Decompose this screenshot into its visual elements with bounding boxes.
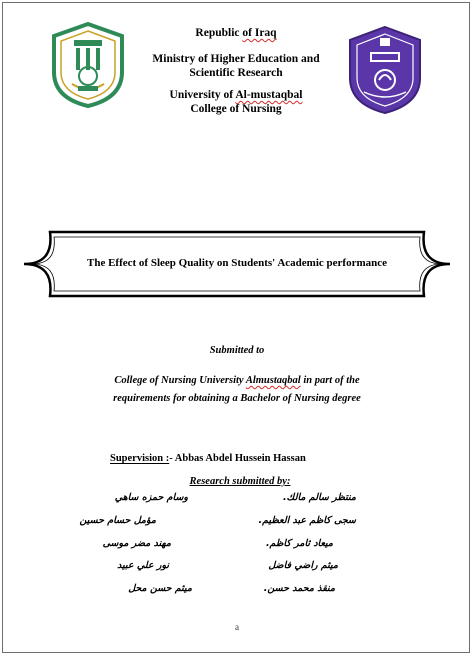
supervision-line xyxy=(110,452,370,466)
university-name: Al-mustaqbal xyxy=(235,89,303,101)
student-name: وسام حمزه ساهي xyxy=(114,492,188,503)
republic-prefix: Republic xyxy=(195,27,240,39)
student-name: منتظر سالم مالك. xyxy=(282,492,356,503)
republic-line xyxy=(120,26,352,40)
student-name: ميعاد ثامر كاظم. xyxy=(265,538,333,549)
university-name-inline: Almustaqbal xyxy=(245,375,301,386)
student-name: سجى كاظم عبد العظيم. xyxy=(258,515,356,526)
submission-line-1: College of Nursing University Almustaqbal in part of the xyxy=(114,375,360,386)
student-name: مؤمل حسام حسين xyxy=(79,515,156,526)
university-block xyxy=(120,88,352,116)
republic-suffix: of Iraq xyxy=(242,27,277,39)
submission-line-2: requirements for obtaining a Bachelor of Nursing degree xyxy=(113,393,361,404)
university-seal-icon xyxy=(48,22,128,108)
research-submitted-label: Research submitted by: xyxy=(189,476,291,487)
student-name: منقذ محمد حسن. xyxy=(263,583,335,594)
supervisor-name: - Abbas Abdel Hussein Hassan xyxy=(169,453,306,464)
supervision-label: Supervision : xyxy=(110,453,170,464)
student-name: نور علي عبيد xyxy=(117,560,169,571)
submission-text xyxy=(40,372,434,408)
ministry-line-1: Ministry of Higher Education and xyxy=(152,53,320,65)
student-name: ميثم حسن محل xyxy=(128,583,192,594)
college-line: College of Nursing xyxy=(190,103,282,115)
college-of-nursing-seal-icon xyxy=(344,24,426,116)
ministry-block xyxy=(120,52,352,80)
university-line: University of Al-mustaqbal xyxy=(169,89,303,101)
research-title: The Effect of Sleep Quality on Students' Academic performance xyxy=(86,257,388,269)
submitted-to: Submitted to xyxy=(209,345,265,356)
student-name: ميثم راضي فاضل xyxy=(268,560,338,571)
student-name: مهند مضر موسى xyxy=(102,538,171,549)
ministry-line-2: Scientific Research xyxy=(189,67,283,79)
page-number: a xyxy=(235,622,239,632)
